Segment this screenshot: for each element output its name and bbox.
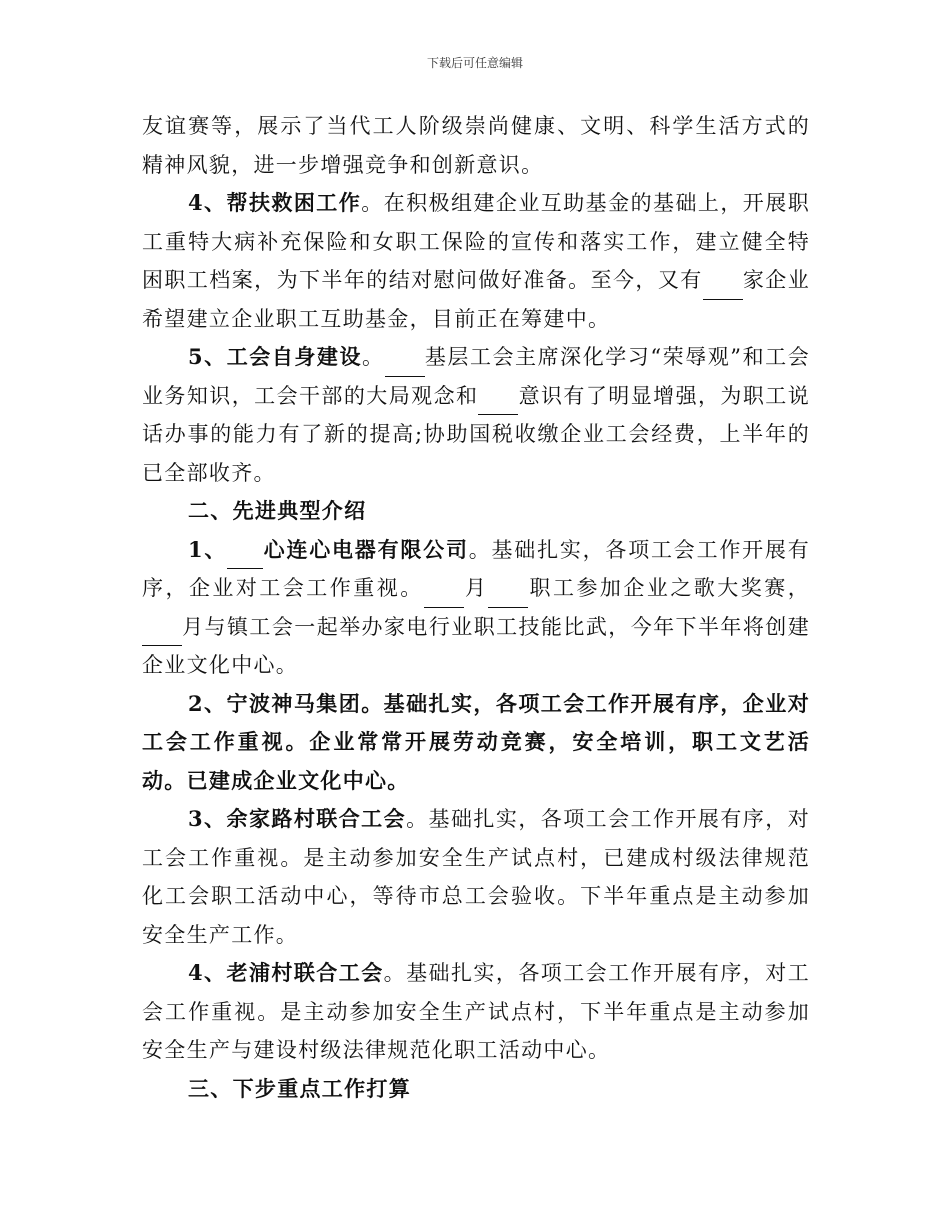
blank-underline — [227, 546, 263, 569]
paragraph-text: 。基础扎实，各项工会工作开展有序，对工会工作重视。是主动参加安全生产试点村，已建成村级法律规范化工会职工活动中心，等待市总工会验收。下半年重点是主动参加安全生产工作。 — [142, 807, 810, 947]
paragraph-sports-events — [142, 107, 810, 184]
example-heading-company: 心连心电器有限公司 — [263, 536, 469, 562]
page-header: 下载后可任意编辑 — [426, 56, 523, 70]
paragraph-text: 。基础扎实，各项工会工作开展有序，对工会工作重视。是主动参加安全生产试点村，下半年重点是主动参加安全生产与建设村级法律规范化职工活动中心。 — [142, 961, 810, 1062]
paragraph-text: 。 — [362, 345, 385, 369]
paragraph-text: 。在积极组建企业互助基金的基础上，开展职工重特大病补充保险和女职工保险的宣传和落实工作，建立健全特困职工档案，为下半年的结对慰问做好准备。至今，又有 — [142, 191, 811, 292]
paragraph-text: 月与镇工会一起举办家电行业职工技能比武，今年下半年将创建企业文化中心。 — [142, 614, 810, 677]
paragraph-example-2: 2、宁波神马集团。基础扎实，各项工会工作开展有序，企业对工会工作重视。企业常常开展劳动竞赛，安全培训，职工文艺活动。已建成企业文化中心。 — [142, 690, 810, 793]
paragraph-example-3 — [142, 800, 810, 954]
paragraph-example-1 — [142, 531, 810, 685]
paragraph-example-4 — [142, 954, 810, 1070]
example-heading-number: 1、 — [188, 536, 228, 562]
paragraph-text: 。基础扎实，各项工会工作开展有序，企业对工会工作重视。 — [142, 537, 811, 600]
paragraph-text: 友谊赛等，展示了当代工人阶级崇尚健康、文明、科学生活方式的精神风貌，进一步增强竞争和创新意识。 — [142, 114, 810, 177]
document-body — [142, 107, 810, 1108]
paragraph-text: 职工参加企业之歌大奖赛， — [528, 576, 810, 600]
blank-underline — [478, 392, 518, 415]
heading-advanced-examples: 二、先进典型介绍 — [188, 498, 367, 523]
paragraph-poverty-relief — [142, 184, 810, 338]
paragraph-text: 基层工会主席深化学习“荣辱观”和工会业务知识，工会干部的大局观念和 — [142, 345, 810, 408]
example-heading: 4、老浦村联合工会 — [188, 960, 384, 985]
blank-underline — [385, 353, 425, 376]
heading-next-steps: 三、下步重点工作打算 — [188, 1075, 411, 1101]
paragraph-text: 月 — [463, 576, 489, 600]
blank-underline — [424, 584, 464, 607]
blank-underline — [142, 623, 182, 646]
section-heading-union-self-building: 5、工会自身建设 — [188, 344, 363, 369]
paragraph-text: 家企业希望建立企业职工互助基金，目前正在筹建中。 — [142, 268, 811, 331]
section-heading-poverty-relief: 4、帮扶救困工作 — [188, 190, 362, 215]
blank-underline — [703, 276, 743, 299]
blank-underline — [488, 584, 528, 607]
paragraph-text: 意识有了明显增强，为职工说话办事的能力有了新的提高;协助国税收缴企业工会经费，上半年的已全部收齐。 — [142, 383, 811, 485]
example-heading: 3、余家路村联合工会 — [188, 806, 407, 831]
paragraph-union-self-building — [142, 338, 810, 492]
